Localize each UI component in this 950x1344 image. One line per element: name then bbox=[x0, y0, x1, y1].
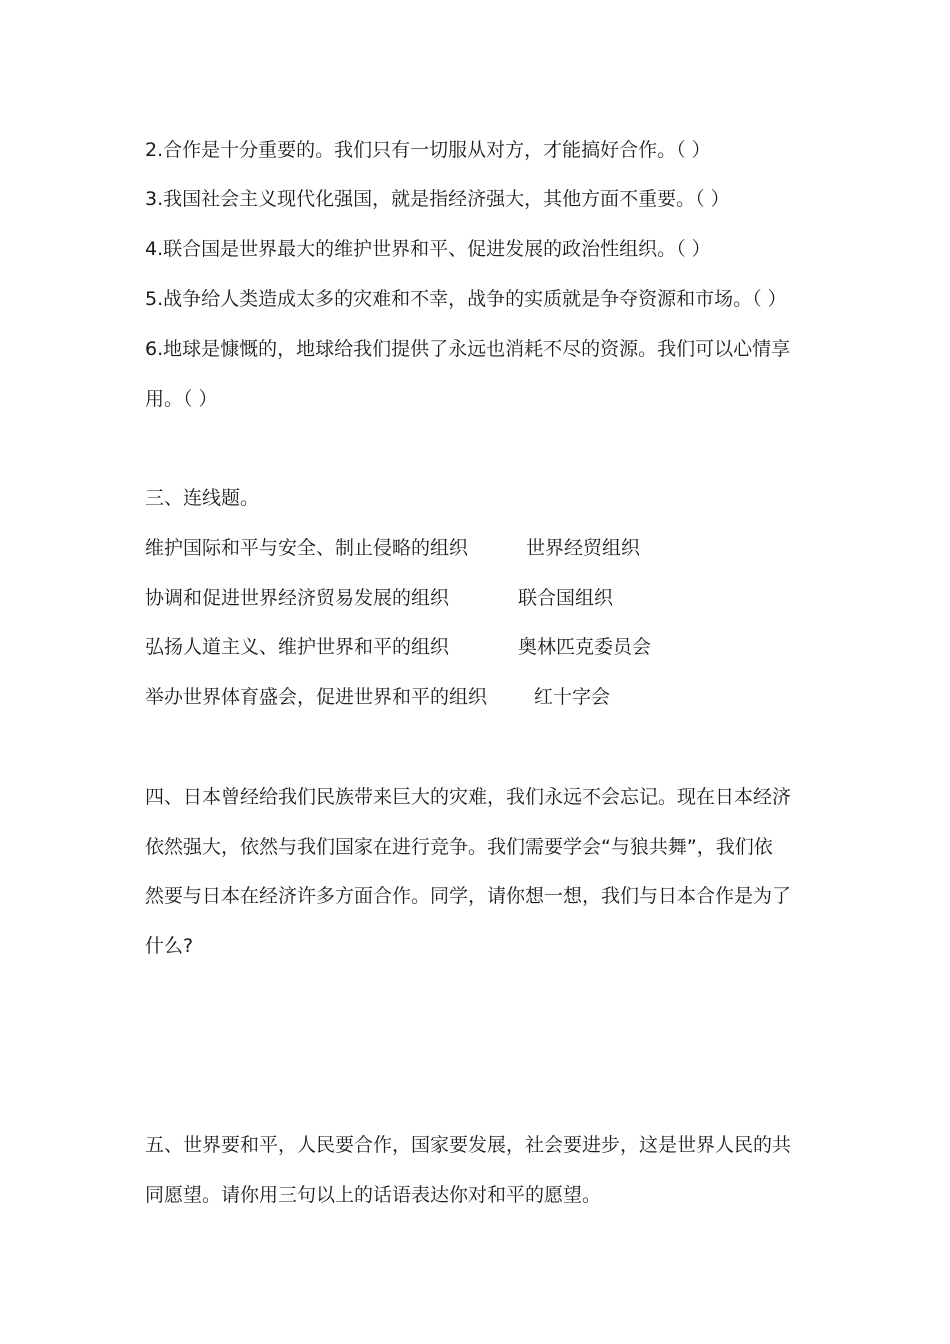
matching-right-2: 联合国组织 bbox=[518, 587, 614, 609]
section4-line-2: 依然强大，依然与我们国家在进行竞争。我们需要学会“与狼共舞”，我们依 bbox=[145, 836, 773, 858]
matching-right-4: 红十字会 bbox=[534, 686, 611, 708]
judgement-item-5: 5.战争给人类造成太多的灾难和不幸，战争的实质就是争夺资源和市场。（ ） bbox=[145, 288, 787, 310]
judgement-item-4: 4.联合国是世界最大的维护世界和平、促进发展的政治性组织。（ ） bbox=[145, 238, 711, 260]
section4-line-4: 什么? bbox=[145, 935, 194, 957]
matching-heading: 三、连线题。 bbox=[145, 487, 260, 509]
matching-left-4: 举办世界体育盛会，促进世界和平的组织 bbox=[145, 686, 488, 708]
judgement-item-6-line1: 6.地球是慷慨的，地球给我们提供了永远也消耗不尽的资源。我们可以心情享 bbox=[145, 338, 791, 360]
matching-right-3: 奥林匹克委员会 bbox=[518, 636, 652, 658]
matching-right-1: 世界经贸组织 bbox=[526, 537, 641, 559]
matching-left-1: 维护国际和平与安全、制止侵略的组织 bbox=[145, 537, 469, 559]
section4-line-1: 四、日本曾经给我们民族带来巨大的灾难，我们永远不会忘记。现在日本经济 bbox=[145, 786, 792, 808]
section5-line-1: 五、世界要和平，人民要合作，国家要发展，社会要进步，这是世界人民的共 bbox=[145, 1134, 792, 1156]
judgement-item-6-line2: 用。（ ） bbox=[145, 388, 218, 410]
matching-left-3: 弘扬人道主义、维护世界和平的组织 bbox=[145, 636, 450, 658]
section4-line-3: 然要与日本在经济许多方面合作。同学，请你想一想，我们与日本合作是为了 bbox=[145, 885, 792, 907]
judgement-item-3: 3.我国社会主义现代化强国，就是指经济强大，其他方面不重要。（ ） bbox=[145, 188, 730, 210]
section5-line-2: 同愿望。请你用三句以上的话语表达你对和平的愿望。 bbox=[145, 1184, 602, 1206]
judgement-item-2: 2.合作是十分重要的。我们只有一切服从对方，才能搞好合作。（ ） bbox=[145, 139, 711, 161]
matching-left-2: 协调和促进世界经济贸易发展的组织 bbox=[145, 587, 450, 609]
